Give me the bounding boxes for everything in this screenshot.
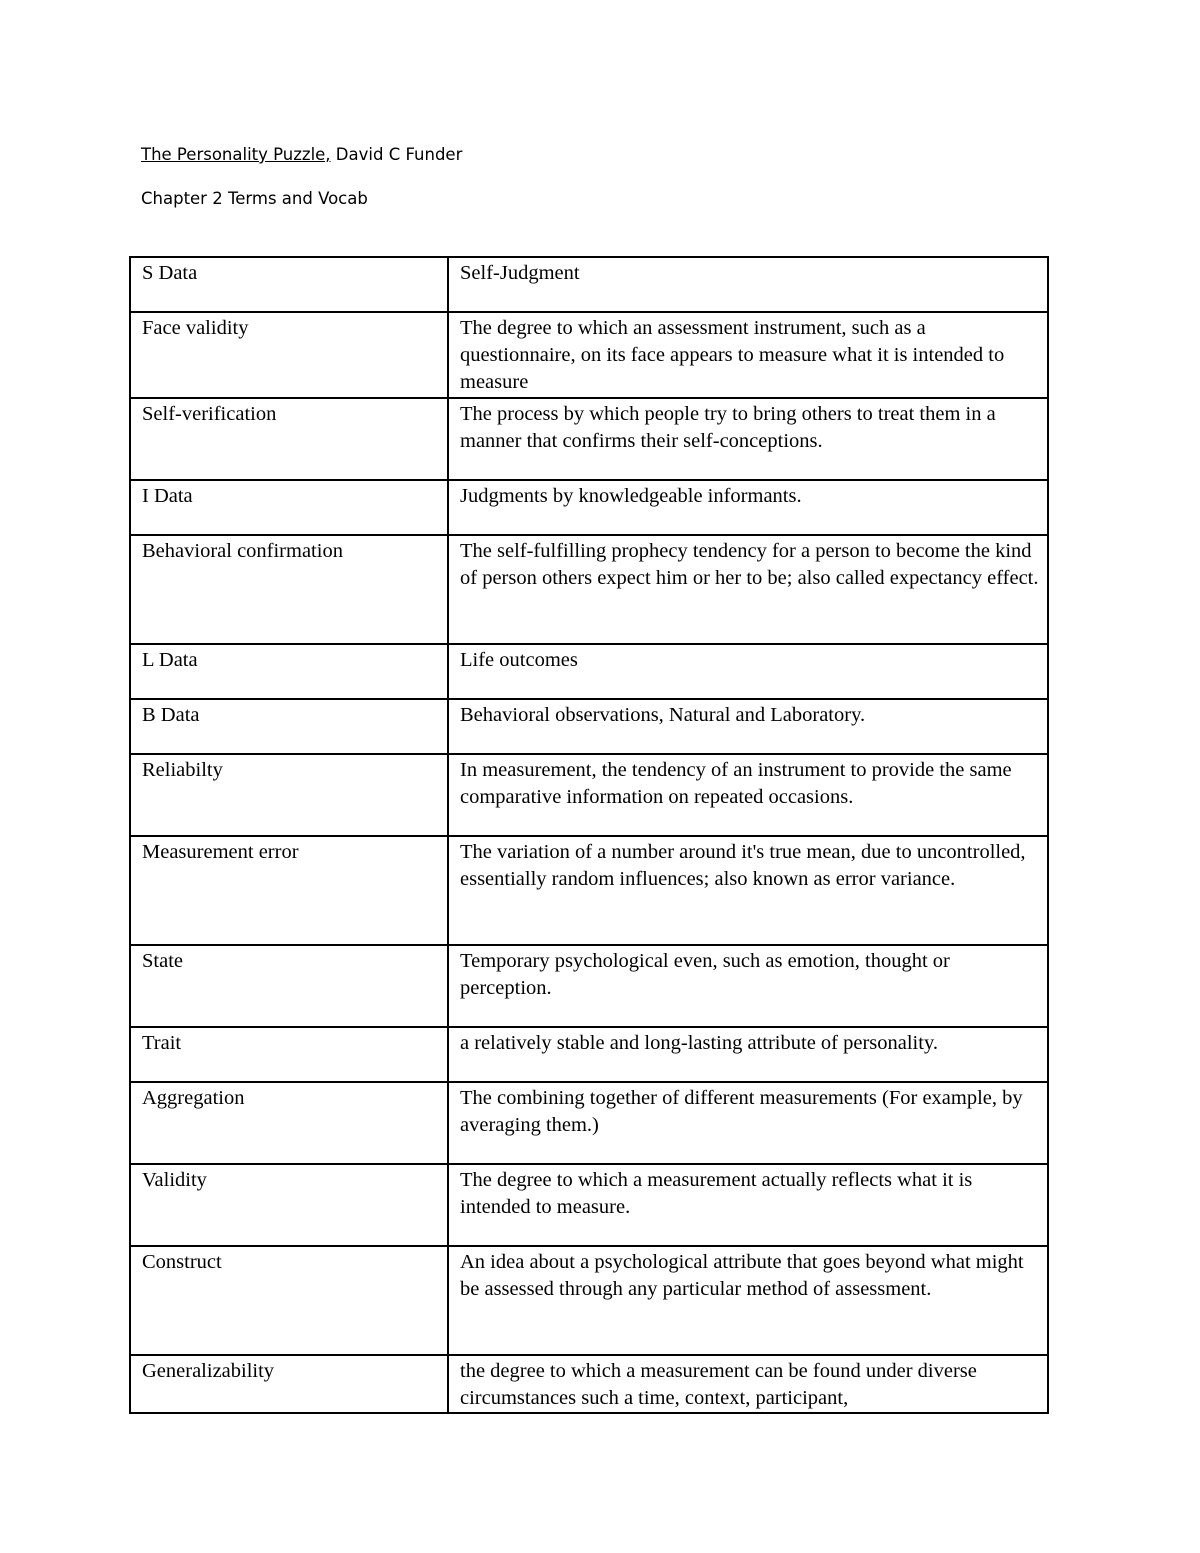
table-row <box>130 535 1048 644</box>
table-row <box>130 1082 1048 1164</box>
definition-cell: Life outcomes <box>448 644 1048 699</box>
term-cell: State <box>130 945 448 1027</box>
definition-cell: Self-Judgment <box>448 257 1048 312</box>
term-cell: Validity <box>130 1164 448 1246</box>
definition-cell: The combining together of different measurements (For example, by averaging them.) <box>448 1082 1048 1164</box>
table-row <box>130 312 1048 398</box>
table-row <box>130 480 1048 535</box>
table-row <box>130 1164 1048 1246</box>
definition-cell: a relatively stable and long-lasting attribute of personality. <box>448 1027 1048 1082</box>
table-row <box>130 699 1048 754</box>
definition-cell: the degree to which a measurement can be found under diverse circumstances such a time, context, participant, <box>448 1355 1048 1413</box>
term-cell: Trait <box>130 1027 448 1082</box>
chapter-subtitle: Chapter 2 Terms and Vocab <box>141 189 368 208</box>
definition-cell: Judgments by knowledgeable informants. <box>448 480 1048 535</box>
term-cell: I Data <box>130 480 448 535</box>
table-row <box>130 644 1048 699</box>
table-row <box>130 1246 1048 1355</box>
table-row <box>130 1027 1048 1082</box>
definition-cell: The degree to which an assessment instrument, such as a questionnaire, on its face appears to measure what it is intended to measure <box>448 312 1048 398</box>
document-heading <box>141 143 462 167</box>
term-cell: Reliabilty <box>130 754 448 836</box>
table-row <box>130 836 1048 945</box>
definition-cell: The variation of a number around it's true mean, due to uncontrolled, essentially random influences; also known as error variance. <box>448 836 1048 945</box>
term-cell: Face validity <box>130 312 448 398</box>
book-title: The Personality Puzzle, <box>141 145 331 164</box>
term-cell: B Data <box>130 699 448 754</box>
definition-cell: The process by which people try to bring others to treat them in a manner that confirms their self-conceptions. <box>448 398 1048 480</box>
term-cell: Behavioral confirmation <box>130 535 448 644</box>
term-cell: L Data <box>130 644 448 699</box>
term-cell: Self-verification <box>130 398 448 480</box>
term-cell: Aggregation <box>130 1082 448 1164</box>
vocab-table <box>129 256 1049 1414</box>
definition-cell: Behavioral observations, Natural and Laboratory. <box>448 699 1048 754</box>
definition-cell: In measurement, the tendency of an instrument to provide the same comparative information on repeated occasions. <box>448 754 1048 836</box>
table-row <box>130 257 1048 312</box>
term-cell: Construct <box>130 1246 448 1355</box>
definition-cell: An idea about a psychological attribute that goes beyond what might be assessed through any particular method of assessment. <box>448 1246 1048 1355</box>
book-author: David C Funder <box>330 145 463 164</box>
table-row <box>130 754 1048 836</box>
table-row <box>130 398 1048 480</box>
term-cell: Generalizability <box>130 1355 448 1413</box>
term-cell: Measurement error <box>130 836 448 945</box>
definition-cell: Temporary psychological even, such as emotion, thought or perception. <box>448 945 1048 1027</box>
table-row <box>130 945 1048 1027</box>
table-row <box>130 1355 1048 1413</box>
definition-cell: The degree to which a measurement actually reflects what it is intended to measure. <box>448 1164 1048 1246</box>
term-cell: S Data <box>130 257 448 312</box>
definition-cell: The self-fulfilling prophecy tendency for a person to become the kind of person others expect him or her to be; also called expectancy effect. <box>448 535 1048 644</box>
